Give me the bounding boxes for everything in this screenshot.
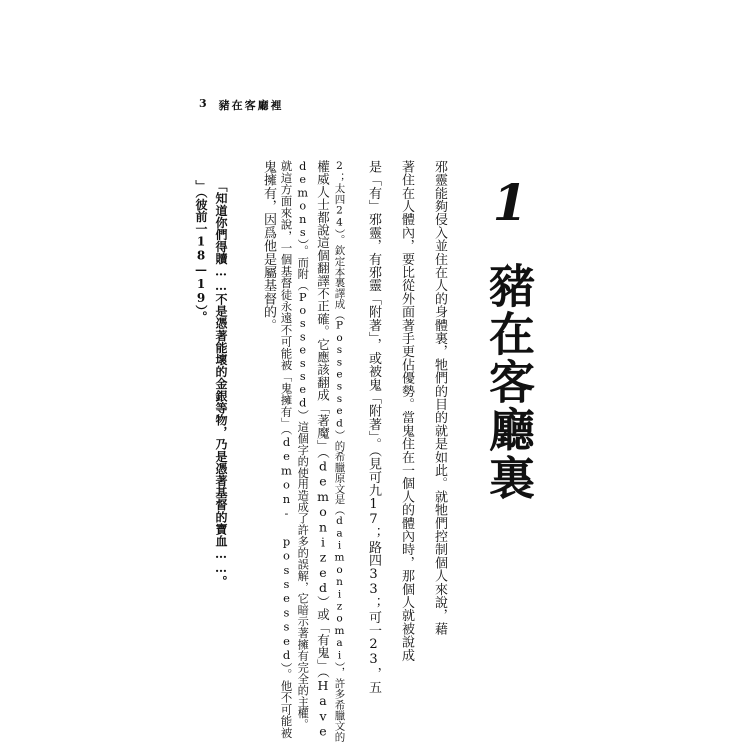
body-line: 2；太四24）。欽定本裏譯成（Possessed）的希臘原文是（daimonizomai），許多希臘文的 [333,160,346,742]
body-line: demons）。而附（Possessed）這個字的使用造成了許多的誤解，它暗示著擁有完全的主權。 [296,160,310,731]
running-head-title: 豬在客廳裡 [218,99,284,112]
body-line: 是「有」邪靈，有邪靈「附著」，或被鬼「附著」。（見可九17；路四33；可一23，五 [366,160,381,694]
body-line: 鬼擁有，因爲他是屬基督的。 [261,160,276,332]
chapter-title: 豬在客廳裏 [482,262,536,502]
page-number: 3 [199,97,209,110]
body-line: 權威人士都說這個翻譯不正確。它應該翻成「著魔」（demonized）或「有鬼」（Have [315,160,331,739]
scripture-quote-line: 「知道你們得贖……不是憑著能壞的金銀等物，乃是憑著基督的寶血……。 [214,180,228,588]
chapter-number: 1 [492,173,528,232]
body-line: 就這方面來說，一個基督徒永遠不可能被「鬼擁有」（demon- possessed）。他不可能被 [279,160,294,739]
scripture-quote-reference: 」（彼前一18—19）。 [194,180,208,324]
running-head [199,97,284,113]
body-line: 邪靈能夠侵入並住在人的身體裏，牠們的目的就是如此。就牠們控制個人來說，藉 [432,160,447,636]
body-line: 著住在人體內，要比從外面著手更佔優勢。當鬼住在一個人的體內時，那個人就被說成 [399,160,414,662]
